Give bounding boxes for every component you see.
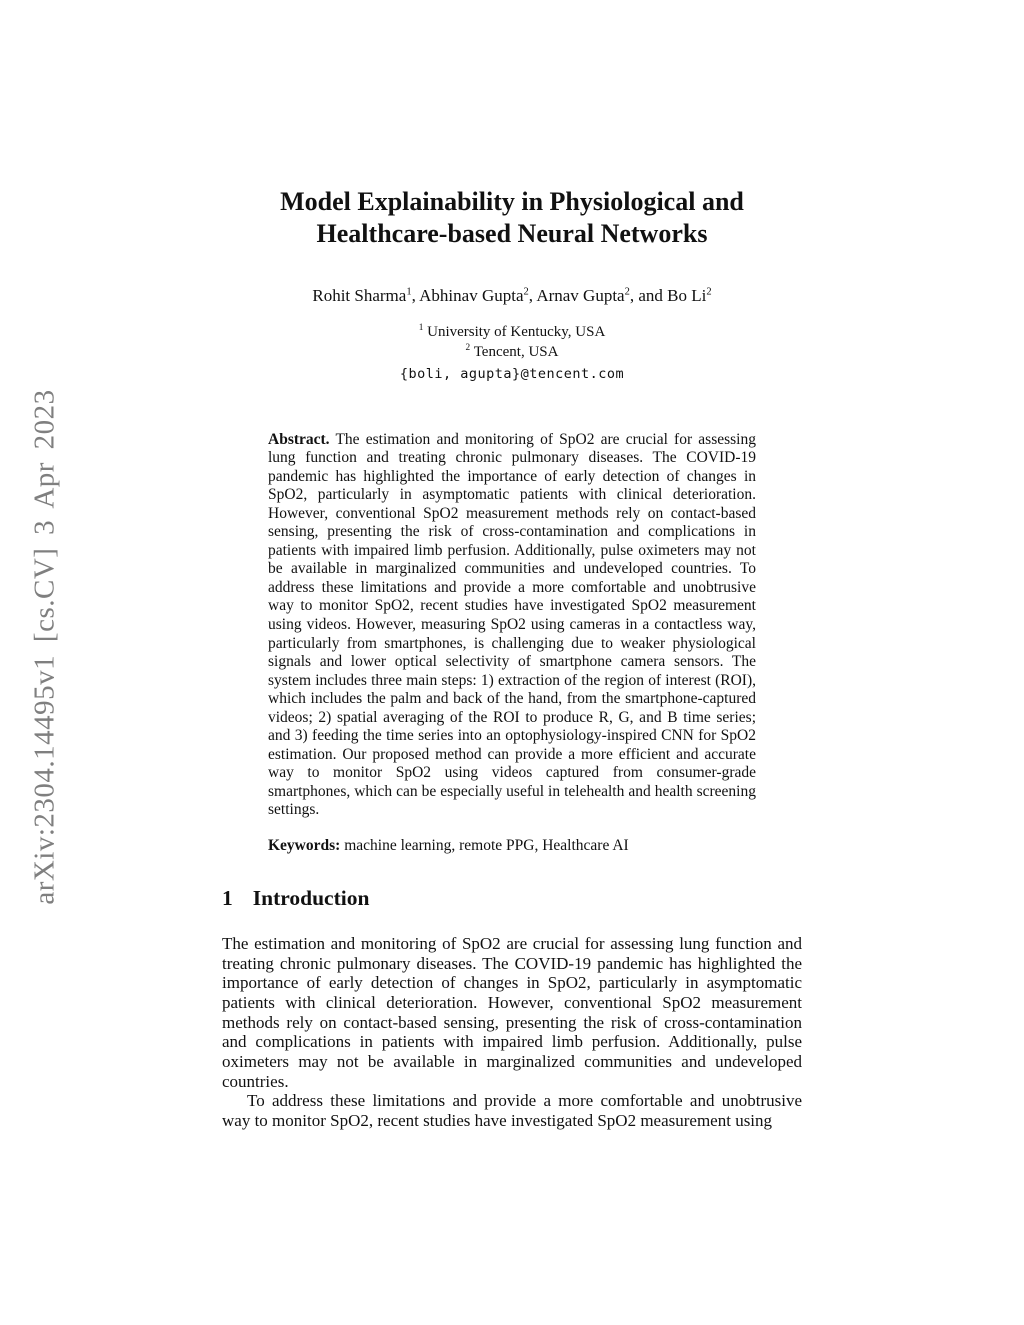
affiliation-text: Tencent, USA xyxy=(473,344,559,361)
author-affiliation-mark: 2 xyxy=(706,286,712,298)
abstract-label: Abstract. xyxy=(268,430,330,448)
paper-title-line1: Model Explainability in Physiological and xyxy=(280,187,744,216)
section-title: Introduction xyxy=(252,886,370,911)
paper-title-line2: Healthcare-based Neural Networks xyxy=(316,218,708,248)
contact-email: {boli, agupta}@tencent.com xyxy=(399,366,625,383)
author: Abhinav Gupta$^2$, xyxy=(419,286,537,306)
abstract-paragraph xyxy=(268,431,756,820)
keywords-label: Keywords: xyxy=(268,836,341,854)
affiliation-mark: 2 xyxy=(465,343,471,354)
affiliation-mark: 1 xyxy=(418,323,424,334)
author: Arnav Gupta$^2$, and xyxy=(536,286,668,306)
arxiv-watermark: arXiv:2304.14495v1 [cs.CV] 3 Apr 2023 xyxy=(28,389,61,905)
affiliations-block xyxy=(222,323,802,383)
affiliation xyxy=(222,343,802,363)
author-affiliation-mark: 2 xyxy=(624,286,630,298)
author-line xyxy=(222,286,802,306)
section-heading-introduction xyxy=(222,886,802,911)
abstract-text: The estimation and monitoring of SpO2 are crucial for assessing lung function and treating chronic pulmonary diseases. The COVID-19 pandemic has highlighted the importance of early detection of changes in SpO2, particularly in asymptomatic patients with clinical deterioration. However, conventional SpO2 measurement methods rely on contact-based sensing, presenting the risk of cross-contamination and complications in patients with impaired limb perfusion. Additionally, pulse oximeters may not be available in marginalized communities and undeveloped countries. To address these limitations and provide a more comfortable and unobtrusive way to monitor SpO2, recent studies have investigated SpO2 measurement using videos. However, measuring SpO2 using cameras in a contactless way, particularly from smartphones, is challenging due to weaker physiological signals and lower optical selectivity of smartphone camera sensors. The system includes three main steps: 1) extraction of the region of interest (ROI), which includes the palm and back of the hand, from the smartphone-captured videos; 2) spatial averaging of the ROI to produce R, G, and B time series; and 3) feeding the time series into an optophysiology-inspired CNN for SpO2 estimation. Our proposed method can provide a more efficient and accurate way to monitor SpO2 using videos captured from consumer-grade smartphones, which can be especially useful in telehealth and health screening settings. xyxy=(268,430,756,819)
keywords-line xyxy=(268,837,756,856)
body-paragraph: The estimation and monitoring of SpO2 are crucial for assessing lung function and treating chronic pulmonary diseases. The COVID-19 pandemic has highlighted the importance of early detection of changes in SpO2, particularly in asymptomatic patients with clinical deterioration. However, conventional SpO2 measurement methods rely on contact-based sensing, presenting the risk of cross-contamination and complications in patients with impaired limb perfusion. Additionally, pulse oximeters may not be available in marginalized communities and undeveloped countries. xyxy=(222,934,802,1091)
author-affiliation-mark: 1 xyxy=(406,286,412,298)
affiliation xyxy=(222,323,802,343)
abstract-block xyxy=(268,431,756,855)
author: Bo Li$^2$ xyxy=(667,286,712,306)
author: Rohit Sharma$^1$, xyxy=(312,286,420,306)
section-number: 1 xyxy=(222,886,233,911)
body-paragraph: To address these limitations and provide a more comfortable and unobtrusive way to monitor SpO2, recent studies have investigated SpO2 measurement using xyxy=(222,1091,802,1130)
paper-page xyxy=(222,0,802,1130)
keywords-text: machine learning, remote PPG, Healthcare AI xyxy=(344,836,629,854)
paper-title xyxy=(222,186,802,249)
affiliation-text: University of Kentucky, USA xyxy=(427,324,606,341)
author-affiliation-mark: 2 xyxy=(523,286,529,298)
